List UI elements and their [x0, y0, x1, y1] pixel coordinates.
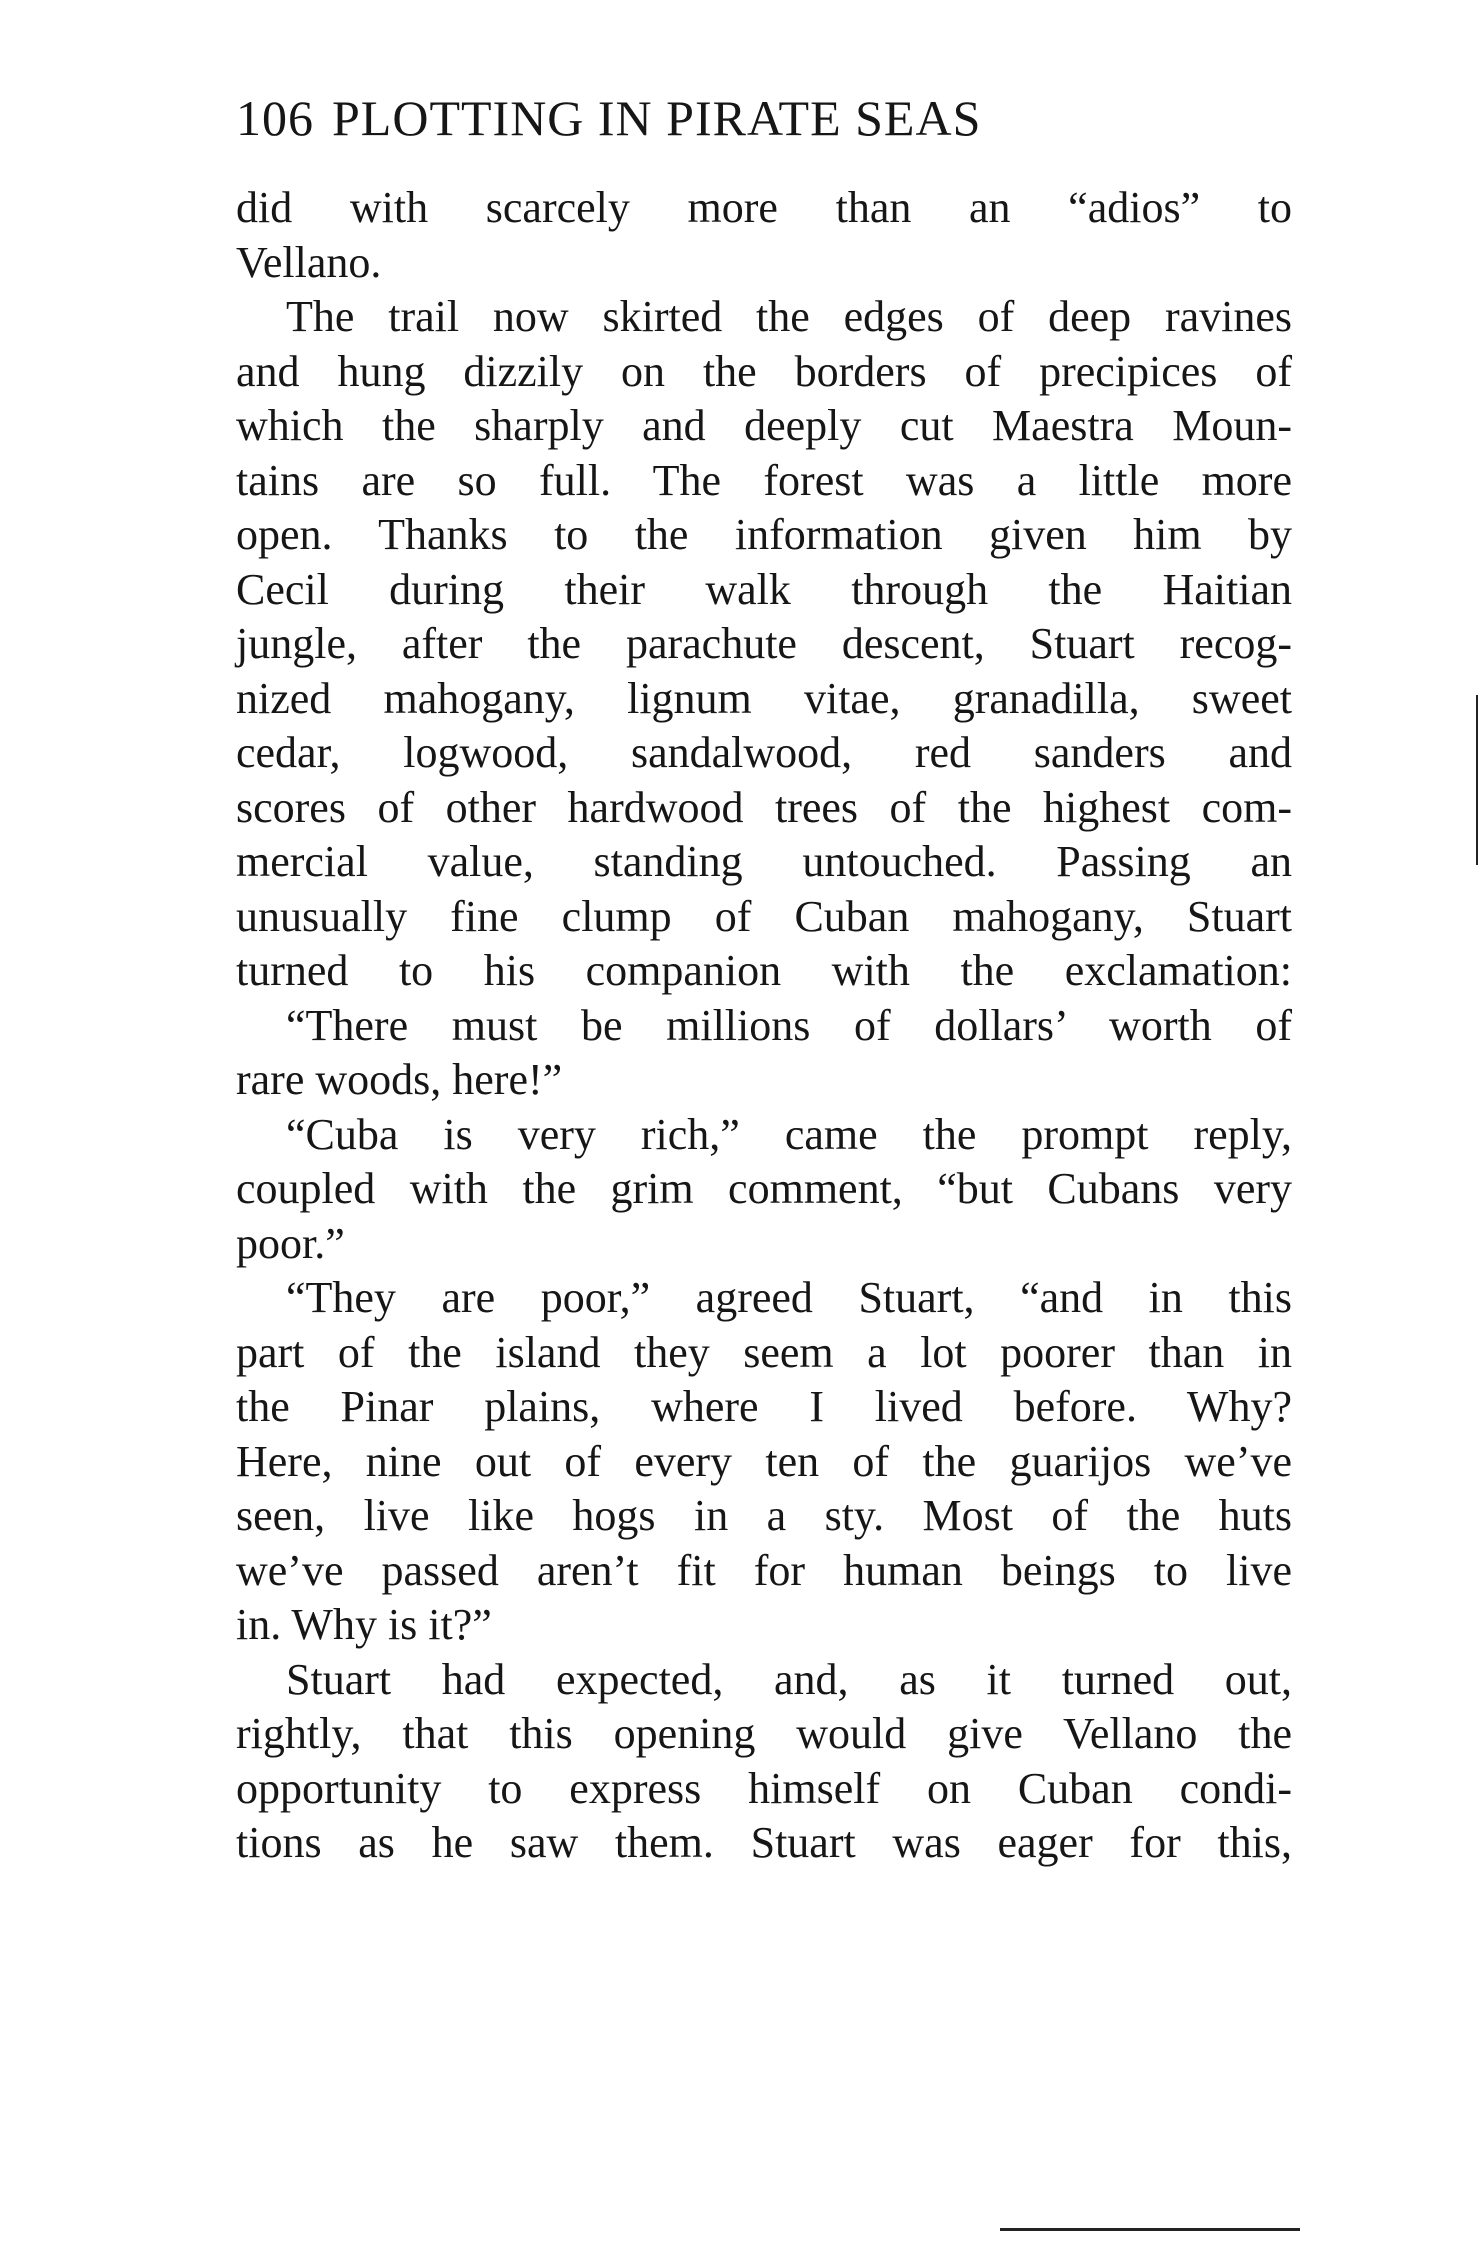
- text-line: tains are so full. The forest was a little more: [236, 455, 1292, 505]
- text-line: nized mahogany, lignum vitae, granadilla, sweet: [236, 673, 1292, 723]
- text-line: unusually fine clump of Cuban mahogany, Stuart: [236, 891, 1292, 941]
- text-line: seen, live like hogs in a sty. Most of the huts: [236, 1491, 1292, 1540]
- text-line: part of the island they seem a lot poorer than in: [236, 1327, 1292, 1377]
- footer-rule: [1000, 2228, 1300, 2231]
- text-line: the Pinar plains, where I lived before. Why?: [236, 1382, 1292, 1431]
- text-line: tions as he saw them. Stuart was eager for this,: [236, 1818, 1292, 1867]
- text-line: The trail now skirted the edges of deep ravines: [286, 292, 1292, 341]
- text-line: Vellano.: [236, 237, 382, 287]
- text-line: Stuart had expected, and, as it turned out,: [286, 1654, 1292, 1704]
- text-line: rare woods, here!”: [236, 1055, 563, 1104]
- body-text: [236, 181, 1292, 1871]
- text-line: “There must be millions of dollars’ worth of: [286, 1000, 1292, 1050]
- page-number: 106: [236, 90, 314, 146]
- margin-mark: [1476, 695, 1478, 865]
- text-line: “Cuba is very rich,” came the prompt reply,: [286, 1109, 1292, 1159]
- text-line: mercial value, standing untouched. Passing an: [236, 837, 1292, 886]
- text-line: in. Why is it?”: [236, 1600, 492, 1649]
- text-line: which the sharply and deeply cut Maestra Moun-: [236, 401, 1292, 450]
- text-line: scores of other hardwood trees of the highest com-: [236, 782, 1292, 832]
- running-header: [236, 90, 1306, 146]
- text-line: opportunity to express himself on Cuban condi-: [236, 1763, 1292, 1813]
- text-line: poor.”: [236, 1218, 345, 1268]
- text-line: and hung dizzily on the borders of precipices of: [236, 346, 1292, 396]
- text-line: we’ve passed aren’t fit for human beings to live: [236, 1545, 1292, 1595]
- text-line: turned to his companion with the exclamation:: [236, 946, 1292, 995]
- text-line: Cecil during their walk through the Haitian: [236, 564, 1292, 614]
- text-line: cedar, logwood, sandalwood, red sanders and: [236, 728, 1292, 777]
- text-line: rightly, that this opening would give Vellano the: [236, 1709, 1292, 1758]
- text-line: jungle, after the parachute descent, Stuart recog-: [236, 619, 1292, 668]
- text-line: Here, nine out of every ten of the guarijos we’ve: [236, 1436, 1292, 1486]
- text-line: “They are poor,” agreed Stuart, “and in this: [286, 1273, 1292, 1322]
- text-line: coupled with the grim comment, “but Cubans very: [236, 1164, 1292, 1213]
- text-line: did with scarcely more than an “adios” to: [236, 183, 1292, 232]
- running-title: PLOTTING IN PIRATE SEAS: [332, 90, 982, 146]
- text-line: open. Thanks to the information given him by: [236, 510, 1292, 559]
